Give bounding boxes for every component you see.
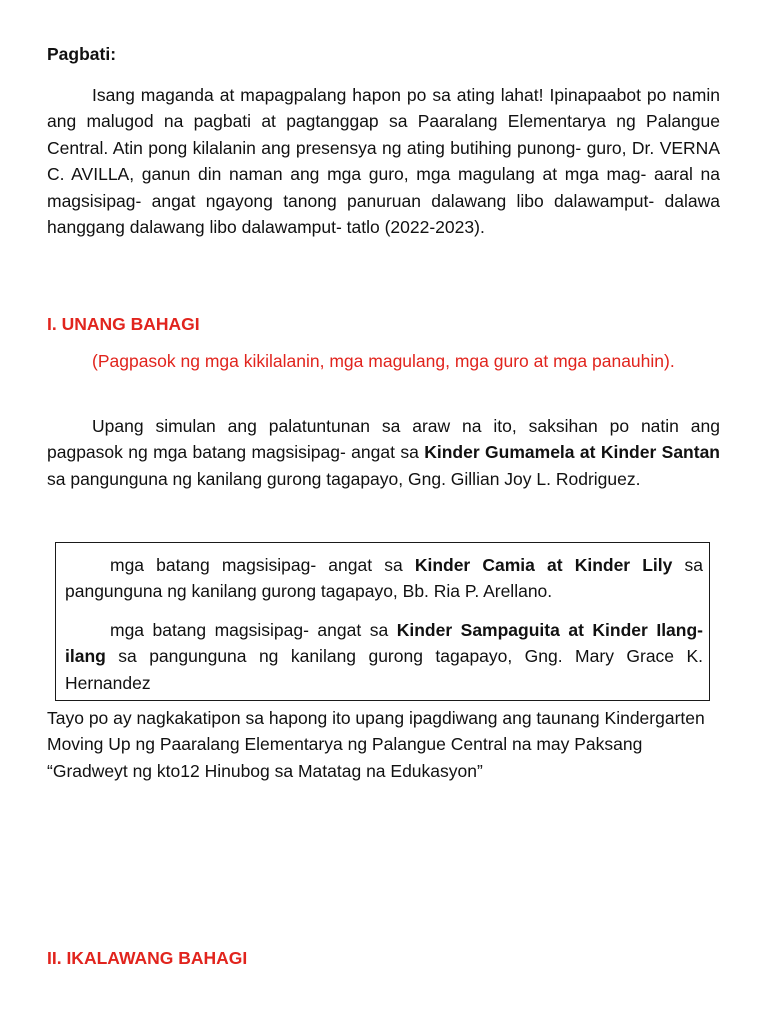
closing-paragraph: Tayo po ay nagkakatipon sa hapong ito upang ipagdiwang ang taunang Kindergarten Moving Up ng Paaralang Elementarya ng Palangue Central na may Paksang “Gradweyt ng kto12 Hinubog sa Matatag na Edukasyon”	[47, 708, 705, 781]
paragraph-text: sa pangunguna ng kanilang gurong tagapayo, Gng. Gillian Joy L. Rodriguez.	[47, 468, 641, 489]
paragraph-text: mga batang magsisipag- angat sa	[110, 555, 415, 575]
box-paragraph-1	[65, 552, 703, 605]
unang-bahagi-heading: I. UNANG BAHAGI	[47, 314, 200, 334]
class-names-bold: Kinder Camia at Kinder Lily	[414, 555, 673, 575]
unang-bahagi-paragraph	[47, 413, 720, 492]
unang-bahagi-note: (Pagpasok ng mga kikilalanin, mga magulang, mga guro at mga panauhin).	[92, 351, 675, 371]
bordered-text-box	[55, 542, 710, 701]
box-paragraph-2	[65, 617, 703, 696]
paragraph-text: sa pangunguna ng kanilang gurong tagapayo, Bb. Ria P. Arellano.	[65, 555, 703, 602]
pagbati-paragraph: Isang maganda at mapagpalang hapon po sa ating lahat! Ipinapaabot po namin ang malugod na pagbati at pagtanggap sa Paaralang Elementarya ng Palangue Central. Atin pong kilalanin ang presensya ng ating butihing punong- guro, Dr. VERNA C. AVILLA, ganun din naman ang mga guro, mga magulang at mga mag- aaral na magsisipag- angat ngayong tanong panuruan dalawang libo dalawamput- dalawa hanggang dalawang libo dalawamput- tatlo (2022-2023).	[47, 85, 720, 238]
ikalawang-bahagi-heading: II. IKALAWANG BAHAGI	[47, 948, 248, 968]
pagbati-heading: Pagbati:	[47, 44, 117, 64]
class-names-bold: Kinder Gumamela at Kinder Santan	[424, 442, 720, 463]
class-names-bold: Kinder Sampaguita at Kinder Ilang-ilang	[65, 620, 703, 667]
paragraph-text: mga batang magsisipag- angat sa	[110, 620, 397, 640]
paragraph-text: sa pangunguna ng kanilang gurong tagapayo, Gng. Mary Grace K. Hernandez	[65, 646, 703, 693]
paragraph-text: Upang simulan ang palatuntunan sa araw na ito, saksihan po natin ang pagpasok ng mga batang magsisipag- angat sa	[47, 416, 720, 463]
